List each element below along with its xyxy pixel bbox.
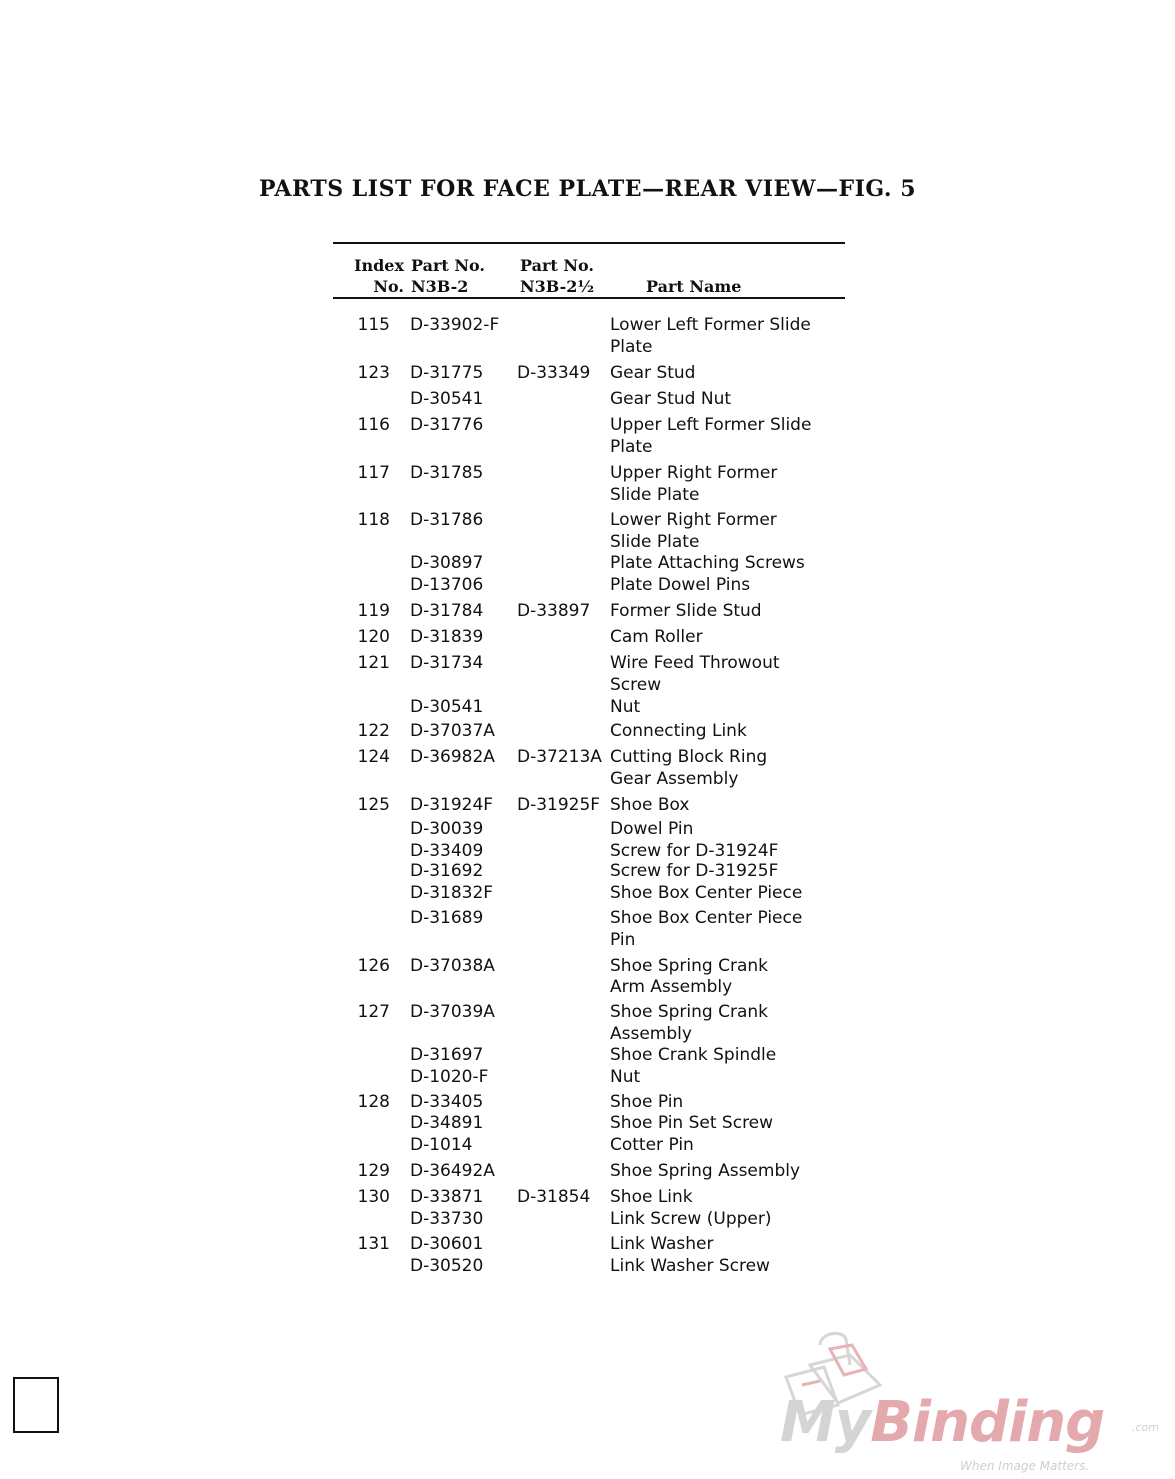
part-no-n3b2-cell: D-34891	[410, 1113, 484, 1133]
part-name-cell: Shoe Box Center Piece	[610, 908, 803, 928]
part-no-n3b2half-cell: D-33349	[517, 363, 591, 383]
part-name-cell: Screw for D-31925F	[610, 861, 779, 881]
part-name-cell: Lower Left Former Slide	[610, 315, 811, 335]
part-no-n3b2-cell: D-1020-F	[410, 1067, 489, 1087]
part-no-n3b2half-cell: D-31854	[517, 1187, 591, 1207]
part-no-n3b2-cell: D-33730	[410, 1209, 484, 1229]
index-cell: 116	[357, 415, 390, 435]
index-cell: 126	[357, 956, 390, 976]
part-no-n3b2-cell: D-33871	[410, 1187, 484, 1207]
watermark-logo	[780, 1325, 1159, 1475]
part-name-cell: Dowel Pin	[610, 819, 694, 839]
part-no-n3b2half-cell: D-31925F	[517, 795, 601, 815]
part-name-cell: Former Slide Stud	[610, 601, 762, 621]
index-cell: 127	[357, 1002, 390, 1022]
watermark-brand	[780, 1391, 1104, 1455]
part-no-n3b2-cell: D-30601	[410, 1234, 484, 1254]
part-name-cell: Shoe Spring Crank	[610, 956, 768, 976]
part-no-n3b2-cell: D-31832F	[410, 883, 494, 903]
part-name-cell: Shoe Box Center Piece	[610, 883, 803, 903]
part-name-cell: Link Washer	[610, 1234, 714, 1254]
part-no-n3b2-cell: D-37038A	[410, 956, 495, 976]
part-no-n3b2-cell: D-37037A	[410, 721, 495, 741]
part-no-n3b2-cell: D-33409	[410, 841, 484, 861]
part-no-n3b2-cell: D-30541	[410, 389, 484, 409]
index-cell: 131	[357, 1234, 390, 1254]
part-name-cell: Upper Left Former Slide	[610, 415, 812, 435]
part-no-n3b2-cell: D-33902-F	[410, 315, 500, 335]
watermark-tagline: When Image Matters.	[960, 1459, 1090, 1473]
part-name-cell: Link Washer Screw	[610, 1256, 770, 1276]
part-no-n3b2-cell: D-31924F	[410, 795, 494, 815]
part-no-n3b2-cell: D-30897	[410, 553, 484, 573]
part-no-n3b2half-cell: D-33897	[517, 601, 591, 621]
part-name-cell: Lower Right Former	[610, 510, 777, 530]
index-cell: 121	[357, 653, 390, 673]
index-cell: 123	[357, 363, 390, 383]
index-cell: 122	[357, 721, 390, 741]
part-no-n3b2-cell: D-33405	[410, 1092, 484, 1112]
part-no-n3b2half-cell: D-37213A	[517, 747, 602, 767]
part-name-cell: Shoe Link	[610, 1187, 693, 1207]
index-cell: 117	[357, 463, 390, 483]
header-part-name: Part Name	[646, 277, 742, 296]
part-name-cell: Gear Stud Nut	[610, 389, 732, 409]
part-no-n3b2-cell: D-13706	[410, 575, 484, 595]
index-cell: 115	[357, 315, 390, 335]
part-no-n3b2-cell: D-31784	[410, 601, 484, 621]
part-name-cell: Cotter Pin	[610, 1135, 694, 1155]
part-no-n3b2-cell: D-31692	[410, 861, 484, 881]
part-name-cell: Cam Roller	[610, 627, 703, 647]
part-name-cell: Gear Assembly	[610, 769, 739, 789]
watermark-brand-binding: Binding	[870, 1390, 1105, 1455]
part-name-cell: Slide Plate	[610, 532, 700, 552]
part-name-cell: Gear Stud	[610, 363, 696, 383]
part-no-n3b2-cell: D-30541	[410, 697, 484, 717]
part-name-cell: Shoe Crank Spindle	[610, 1045, 777, 1065]
header-index-line2: No.	[373, 277, 404, 296]
part-name-cell: Cutting Block Ring	[610, 747, 768, 767]
index-cell: 120	[357, 627, 390, 647]
part-name-cell: Connecting Link	[610, 721, 747, 741]
index-cell: 130	[357, 1187, 390, 1207]
index-cell: 128	[357, 1092, 390, 1112]
index-cell: 119	[357, 601, 390, 621]
part-name-cell: Plate Dowel Pins	[610, 575, 751, 595]
index-cell: 129	[357, 1161, 390, 1181]
header-part-no-n3b2-line2: N3B-2	[411, 277, 469, 296]
part-no-n3b2-cell: D-36982A	[410, 747, 495, 767]
part-name-cell: Slide Plate	[610, 485, 700, 505]
part-no-n3b2-cell: D-31734	[410, 653, 484, 673]
part-name-cell: Screw	[610, 675, 662, 695]
index-cell: 125	[357, 795, 390, 815]
part-name-cell: Link Screw (Upper)	[610, 1209, 772, 1229]
header-index-line1: Index	[353, 256, 404, 275]
part-name-cell: Shoe Box	[610, 795, 690, 815]
index-cell: 124	[357, 747, 390, 767]
part-name-cell: Plate Attaching Screws	[610, 553, 805, 573]
part-name-cell: Plate	[610, 337, 653, 357]
part-name-cell: Shoe Spring Assembly	[610, 1161, 801, 1181]
part-name-cell: Shoe Pin Set Screw	[610, 1113, 774, 1133]
part-name-cell: Assembly	[610, 1024, 692, 1044]
part-name-cell: Nut	[610, 1067, 641, 1087]
part-no-n3b2-cell: D-31689	[410, 908, 484, 928]
part-no-n3b2-cell: D-30520	[410, 1256, 484, 1276]
page-title: PARTS LIST FOR FACE PLATE—REAR VIEW—FIG. 5	[258, 176, 917, 202]
part-name-cell: Nut	[610, 697, 641, 717]
header-part-no-n3b2-line1: Part No.	[411, 256, 485, 275]
part-name-cell: Arm Assembly	[610, 977, 733, 997]
watermark-brand-my: My	[780, 1390, 871, 1455]
part-no-n3b2-cell: D-31776	[410, 415, 484, 435]
header-part-no-n3b2half-line1: Part No.	[520, 256, 594, 275]
watermark-domain: .com	[1132, 1421, 1159, 1434]
part-no-n3b2-cell: D-31775	[410, 363, 484, 383]
header-part-no-n3b2half-line2: N3B-2½	[520, 277, 595, 296]
part-name-cell: Pin	[610, 930, 636, 950]
part-name-cell: Upper Right Former	[610, 463, 778, 483]
part-no-n3b2-cell: D-31839	[410, 627, 484, 647]
part-no-n3b2-cell: D-30039	[410, 819, 484, 839]
part-no-n3b2-cell: D-31697	[410, 1045, 484, 1065]
part-no-n3b2-cell: D-31785	[410, 463, 484, 483]
part-no-n3b2-cell: D-36492A	[410, 1161, 495, 1181]
index-cell: 118	[357, 510, 390, 530]
page-number-box	[13, 1377, 59, 1433]
part-no-n3b2-cell: D-37039A	[410, 1002, 495, 1022]
part-name-cell: Screw for D-31924F	[610, 841, 779, 861]
part-no-n3b2-cell: D-1014	[410, 1135, 473, 1155]
part-name-cell: Shoe Spring Crank	[610, 1002, 768, 1022]
part-no-n3b2-cell: D-31786	[410, 510, 484, 530]
part-name-cell: Shoe Pin	[610, 1092, 684, 1112]
part-name-cell: Wire Feed Throwout	[610, 653, 780, 673]
part-name-cell: Plate	[610, 437, 653, 457]
